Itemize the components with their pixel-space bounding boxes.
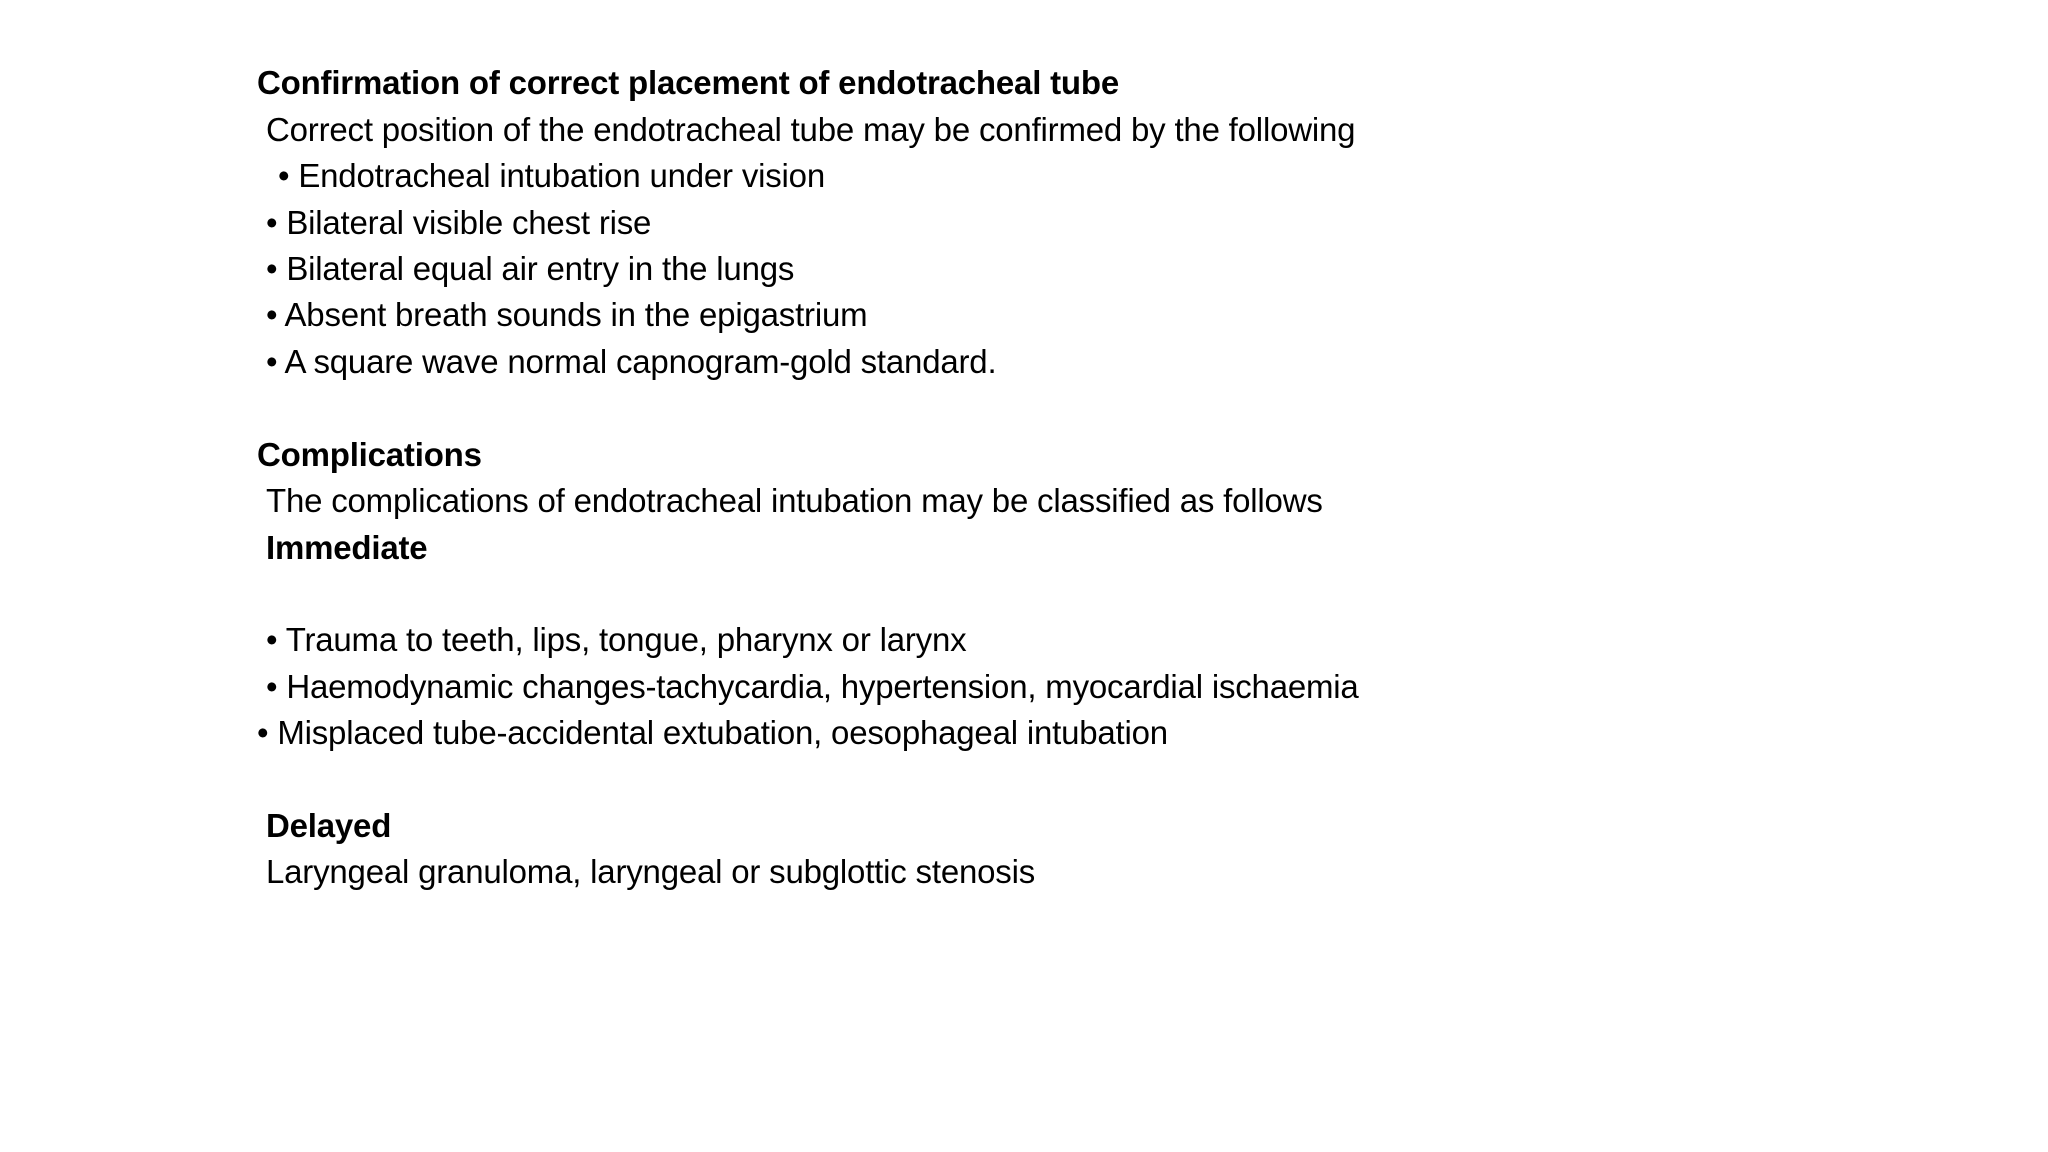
immediate-heading: Immediate xyxy=(266,529,428,566)
complications-intro: The complications of endotracheal intubation may be classified as follows xyxy=(266,482,1323,519)
confirmation-item-4: • Absent breath sounds in the epigastrium xyxy=(266,296,868,333)
complications-heading: Complications xyxy=(257,436,482,473)
immediate-item-3: • Misplaced tube-accidental extubation, oesophageal intubation xyxy=(257,714,1168,751)
confirmation-intro: Correct position of the endotracheal tube may be confirmed by the following xyxy=(266,111,1356,148)
confirmation-item-1: • Endotracheal intubation under vision xyxy=(278,157,825,194)
immediate-item-1: • Trauma to teeth, lips, tongue, pharynx or larynx xyxy=(266,621,967,658)
delayed-text: Laryngeal granuloma, laryngeal or subglottic stenosis xyxy=(266,853,1036,890)
confirmation-item-3: • Bilateral equal air entry in the lungs xyxy=(266,250,795,287)
confirmation-item-2: • Bilateral visible chest rise xyxy=(266,204,652,241)
immediate-item-2: • Haemodynamic changes-tachycardia, hypertension, myocardial ischaemia xyxy=(266,668,1359,705)
confirmation-item-5: • A square wave normal capnogram-gold standard. xyxy=(266,343,997,380)
delayed-heading: Delayed xyxy=(266,807,392,844)
confirmation-heading: Confirmation of correct placement of endotracheal tube xyxy=(257,64,1119,101)
